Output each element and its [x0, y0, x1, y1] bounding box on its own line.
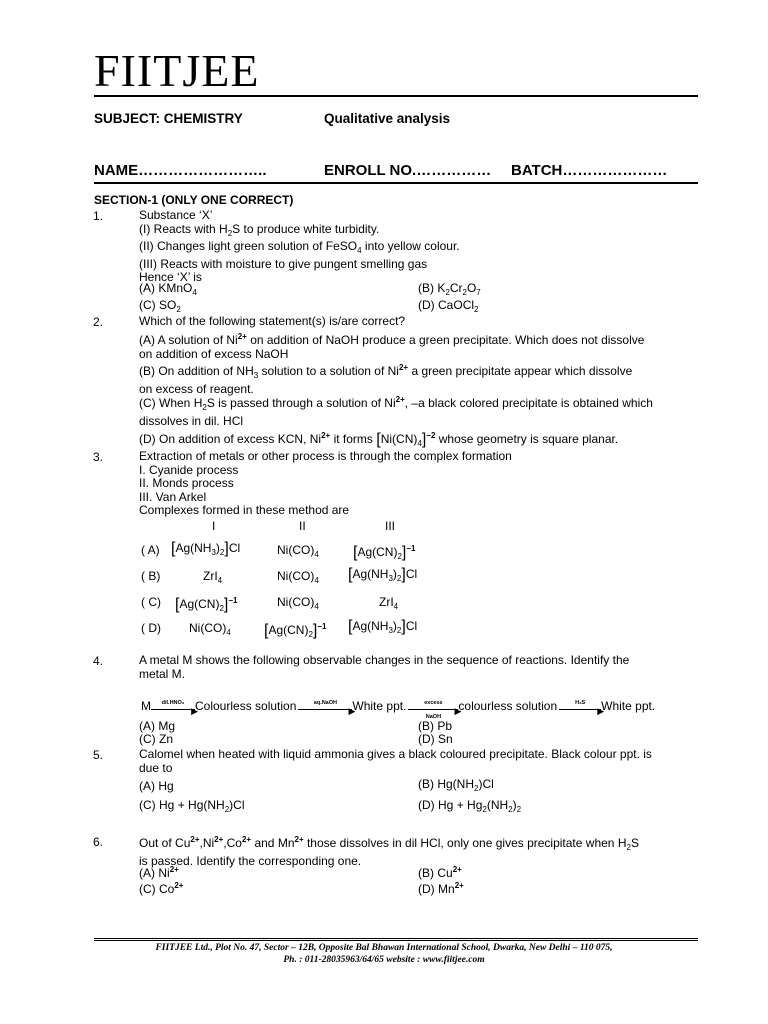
q3-option-a[interactable]: ( A) [141, 543, 160, 557]
q6-option-a[interactable]: (A) $Ni^{2+}$ [139, 865, 179, 880]
q1-body [139, 209, 699, 285]
q3-d-ii: $[Ag(CN)_2]^{-1}$ [264, 622, 327, 639]
header-rule [94, 95, 698, 97]
q1-stem: Substance ‘X’ [139, 208, 213, 222]
q1-option-c[interactable]: (C) $SO_2$ [139, 298, 181, 314]
arrow-icon: aq.NaOH ▶ [298, 703, 352, 710]
q6-stem: Out of $Cu^{2+},Ni^{2+},Co^{2+}$ and $Mn^{2+}$ those dissolves in dil HCl, only one gives precipitate when $H_2S$ is passed. Identify the corresponding one. [139, 835, 639, 868]
q3-option-c[interactable]: ( C) [141, 595, 161, 609]
q3-a-i: $[Ag(NH_3)_2]Cl$ [171, 540, 241, 557]
footer-contact: Ph. : 011-28035963/64/65 website : www.fiitjee.com [283, 955, 485, 965]
arrow-icon: H₂S ▶ [559, 703, 601, 710]
q6-option-d[interactable]: (D) $Mn^{2+}$ [418, 881, 464, 896]
q3-b-ii: $Ni(CO)_4$ [277, 569, 319, 585]
batch-field: BATCH………………… [511, 162, 668, 179]
q2-stem: Which of the following statement(s) is/are correct? [139, 314, 406, 328]
enroll-field: ENROLL NO.…………… [324, 162, 492, 179]
q3-b-i: ZrI$_4$ [203, 569, 223, 585]
q4-option-c[interactable]: (C) Zn [139, 732, 173, 746]
footer-address: FIITJEE Ltd., Plot No. 47, Sector – 12B, Opposite Bal Bhawan International School, Dwarka, New Delhi – 110 075, [155, 943, 613, 953]
name-field: NAME…………………….. [94, 162, 267, 179]
q3-c-i: $[Ag(CN)_2]^{-1}$ [175, 596, 238, 613]
q2-option-b[interactable]: (B) On addition of $NH_3$ solution to a solution of $Ni^{2+}$ a green precipitate appear which dissolve on excess of reagent. [139, 363, 633, 396]
q3-c-ii: $Ni(CO)_4$ [277, 595, 319, 611]
q5-option-b[interactable]: (B) $Hg(NH_2)Cl$ [418, 777, 494, 793]
topic-label: Qualitative analysis [324, 111, 451, 126]
q2-option-d[interactable]: (D) On addition of excess KCN, $Ni^{2+}$ it forms $[Ni(CN)_4]^{-2}$ whose geometry is square planar. [139, 431, 619, 448]
q5-option-a[interactable]: (A) Hg [139, 779, 174, 793]
section-title: SECTION-1 (ONLY ONE CORRECT) [94, 193, 294, 207]
q3-a-iii: $[Ag(CN)_2]^{-1}$ [353, 544, 416, 561]
arrow-icon: excess NaOH ▶ [408, 703, 458, 710]
q2-option-c[interactable]: (C) When $H_2S$ is passed through a solution of $Ni^{2+}$, –a black colored precipitate is obtained which dissolves in dil. HCl [139, 395, 653, 428]
q1-option-b[interactable]: (B) $K_2Cr_2O_7$ [418, 281, 481, 297]
q1-option-a[interactable]: (A) KMnO$_4$ [139, 281, 197, 297]
q3-option-d[interactable]: ( D) [141, 621, 161, 635]
q3-number: 3. [93, 450, 104, 464]
q3-a-ii: $Ni(CO)_4$ [277, 543, 319, 559]
q5-stem: Calomel when heated with liquid ammonia gives a black coloured precipitate. Black colour ppt. is due to [139, 747, 652, 775]
brand-title: FIITJEE [94, 45, 260, 96]
q1-iii: (III) Reacts with moisture to give pungent smelling gas [139, 256, 428, 271]
q6-option-c[interactable]: (C) $Co^{2+}$ [139, 881, 184, 896]
q3-c-iii: ZrI$_4$ [379, 595, 399, 611]
q6-number: 6. [93, 835, 104, 849]
q1-i: (I) Reacts with $H_2S$ to produce white turbidity. [139, 221, 380, 238]
q3-col-i: I [212, 519, 216, 533]
q3-d-i: $Ni(CO)_4$ [189, 621, 231, 637]
q6-option-b[interactable]: (B) $Cu^{2+}$ [418, 865, 462, 880]
q4-option-d[interactable]: (D) Sn [418, 732, 453, 746]
subject-label: SUBJECT: CHEMISTRY [94, 111, 243, 126]
q1-ii: (II) Changes light green solution of FeSO$_4$ into yellow colour. [139, 239, 460, 256]
q4-stem: A metal M shows the following observable changes in the sequence of reactions. Identify the metal M. [139, 653, 630, 681]
arrow-icon: dil.HNO₃ ▶ [151, 703, 195, 710]
q4-reaction-scheme: M dil.HNO₃ ▶ Colourless solution aq.NaOH ▶ White ppt. excess NaOH ▶ colourless solution H₂S ▶ White ppt. [141, 699, 656, 721]
q3-b-iii: $[Ag(NH_3)_2]Cl$ [348, 566, 418, 583]
q3-option-b[interactable]: ( B) [141, 569, 161, 583]
footer-rule [94, 938, 698, 941]
q4-number: 4. [93, 654, 104, 668]
q3-body: Extraction of metals or other process is through the complex formation I. Cyanide process II. Monds process III. Van Arkel Complexes formed in these method are [139, 449, 512, 518]
header-rule-2 [94, 182, 698, 184]
q5-option-d[interactable]: (D) $Hg + Hg_2(NH_2)_2$ [418, 798, 522, 814]
q1-option-d[interactable]: (D) CaOCl$_2$ [418, 298, 479, 314]
q5-number: 5. [93, 748, 104, 762]
q2-number: 2. [93, 315, 104, 329]
q1-number: 1. [93, 209, 104, 223]
q3-d-iii: $[Ag(NH_3)_2]Cl$ [348, 618, 418, 635]
q3-col-ii: II [299, 519, 306, 533]
q3-col-iii: III [385, 519, 396, 533]
q4-option-a[interactable]: (A) Mg [139, 719, 175, 733]
q5-option-c[interactable]: (C) $Hg + Hg(NH_2)Cl$ [139, 798, 245, 814]
q2-option-a[interactable]: (A) A solution of $Ni^{2+}$ on addition of NaOH produce a green precipitate. Which does not dissolve on addition of excess NaOH [139, 332, 645, 361]
q1-hence: Hence ‘X’ is [139, 270, 202, 285]
q4-option-b[interactable]: (B) Pb [418, 719, 453, 733]
